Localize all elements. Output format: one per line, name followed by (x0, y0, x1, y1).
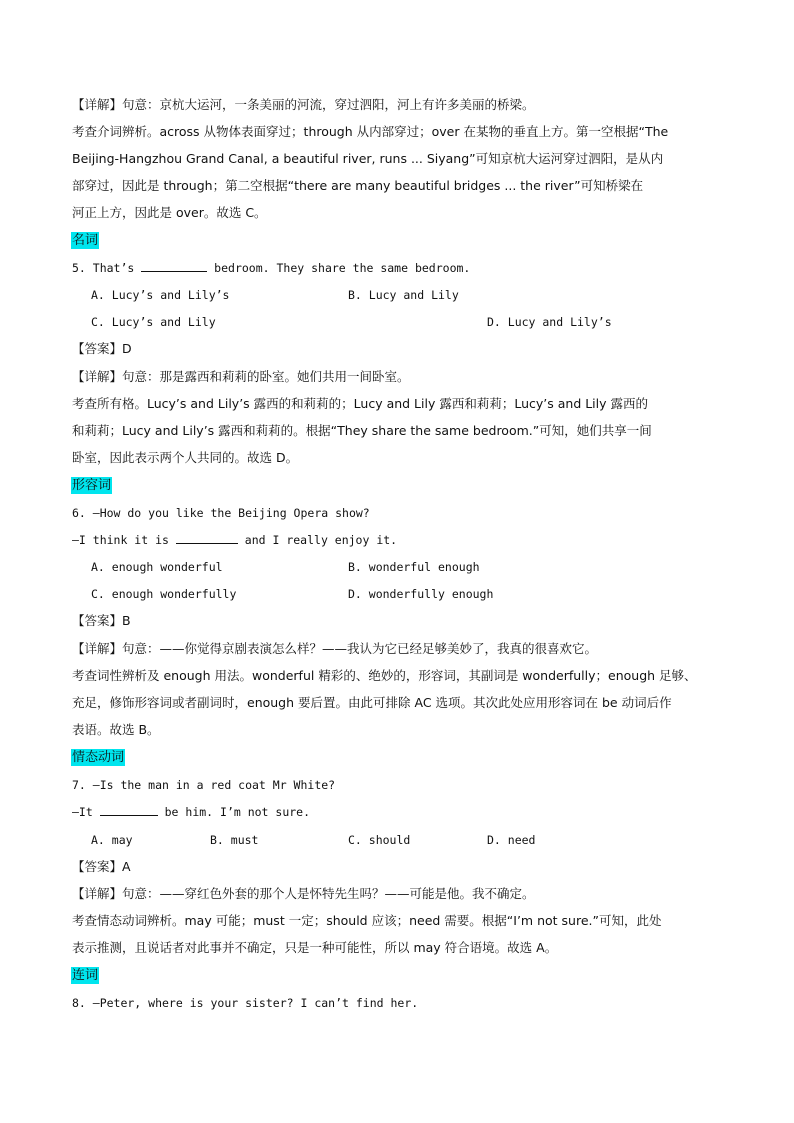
question-stem (72, 804, 310, 820)
answer-text: 【答案】D (72, 341, 132, 356)
option-c: C. enough wonderfully (91, 587, 237, 601)
analysis-text: 表语。故选 B。 (72, 722, 160, 737)
detail-text: 【详解】句意：那是露西和莉莉的卧室。她们共用一间卧室。 (72, 369, 410, 384)
analysis-text: 考查情态动词辨析。may 可能；must 一定；should 应该；need 需要。根据“I’m not sure.”可知，此处 (72, 913, 662, 928)
detail-text: 【详解】句意：——你觉得京剧表演怎么样？——我认为它已经足够美妙了，我真的很喜欢它。 (72, 641, 598, 656)
option-a: A. Lucy’s and Lily’s (91, 288, 230, 302)
analysis-text: Beijing-Hangzhou Grand Canal, a beautiful river, runs ... Siyang”可知京杭大运河穿过泗阳，是从内 (72, 151, 664, 166)
option-a: A. may (91, 833, 133, 847)
stem-pre: —I think it is (72, 533, 176, 547)
answer-text: 【答案】A (72, 859, 131, 874)
analysis-text: 考查词性辨析及 enough 用法。wonderful 精彩的、绝妙的，形容词，其副词是 wonderfully；enough 足够、 (72, 668, 697, 683)
answer-blank (141, 260, 207, 272)
analysis-text: 河正上方，因此是 over。故选 C。 (72, 205, 267, 220)
question-stem: 7. —Is the man in a red coat Mr White? (72, 778, 336, 792)
option-c: C. should (348, 833, 411, 847)
stem-pre: 5. That’s (72, 261, 142, 275)
category-tag-noun: 名词 (72, 233, 99, 248)
option-d: D. wonderfully enough (348, 587, 494, 601)
category-tag-adjective: 形容词 (72, 478, 112, 493)
stem-post: be him. I’m not sure. (157, 805, 311, 819)
analysis-text: 考查所有格。Lucy’s and Lily’s 露西的和莉莉的；Lucy and Lily 露西和莉莉；Lucy’s and Lily 露西的 (72, 396, 649, 411)
analysis-text: 和莉莉；Lucy and Lily’s 露西和莉莉的。根据“They share the same bedroom.”可知，她们共享一间 (72, 423, 652, 438)
stem-post: and I really enjoy it. (237, 533, 398, 547)
answer-blank (100, 804, 158, 816)
question-stem: 6. —How do you like the Beijing Opera show? (72, 506, 370, 520)
answer-blank (176, 532, 238, 544)
detail-text: 【详解】句意：——穿红色外套的那个人是怀特先生吗？——可能是他。我不确定。 (72, 886, 535, 901)
question-stem (72, 532, 397, 548)
option-c: C. Lucy’s and Lily (91, 315, 216, 329)
analysis-text: 部穿过，因此是 through；第二空根据“there are many beautiful bridges ... the river”可知桥梁在 (72, 178, 644, 193)
category-tag-conjunction: 连词 (72, 968, 99, 983)
analysis-text: 充足，修饰形容词或者副词时，enough 要后置。由此可排除 AC 选项。其次此处应用形容词在 be 动词后作 (72, 695, 672, 710)
answer-text: 【答案】B (72, 613, 131, 628)
option-d: D. need (487, 833, 536, 847)
option-b: B. Lucy and Lily (348, 288, 459, 302)
option-b: B. must (210, 833, 259, 847)
analysis-text: 考查介词辨析。across 从物体表面穿过；through 从内部穿过；over 在某物的垂直上方。第一空根据“The (72, 124, 669, 139)
analysis-text: 表示推测，且说话者对此事并不确定，只是一种可能性，所以 may 符合语境。故选 A。 (72, 940, 558, 955)
option-a: A. enough wonderful (91, 560, 223, 574)
category-tag-modal-verb: 情态动词 (72, 750, 125, 765)
detail-text: 【详解】句意：京杭大运河，一条美丽的河流，穿过泗阳，河上有许多美丽的桥梁。 (72, 97, 535, 112)
stem-post: bedroom. They share the same bedroom. (207, 261, 471, 275)
stem-pre: —It (72, 805, 100, 819)
question-stem (72, 260, 470, 276)
option-b: B. wonderful enough (348, 560, 480, 574)
option-d: D. Lucy and Lily’s (487, 315, 612, 329)
analysis-text: 卧室，因此表示两个人共同的。故选 D。 (72, 450, 299, 465)
question-stem: 8. —Peter, where is your sister? I can’t find her. (72, 996, 419, 1010)
